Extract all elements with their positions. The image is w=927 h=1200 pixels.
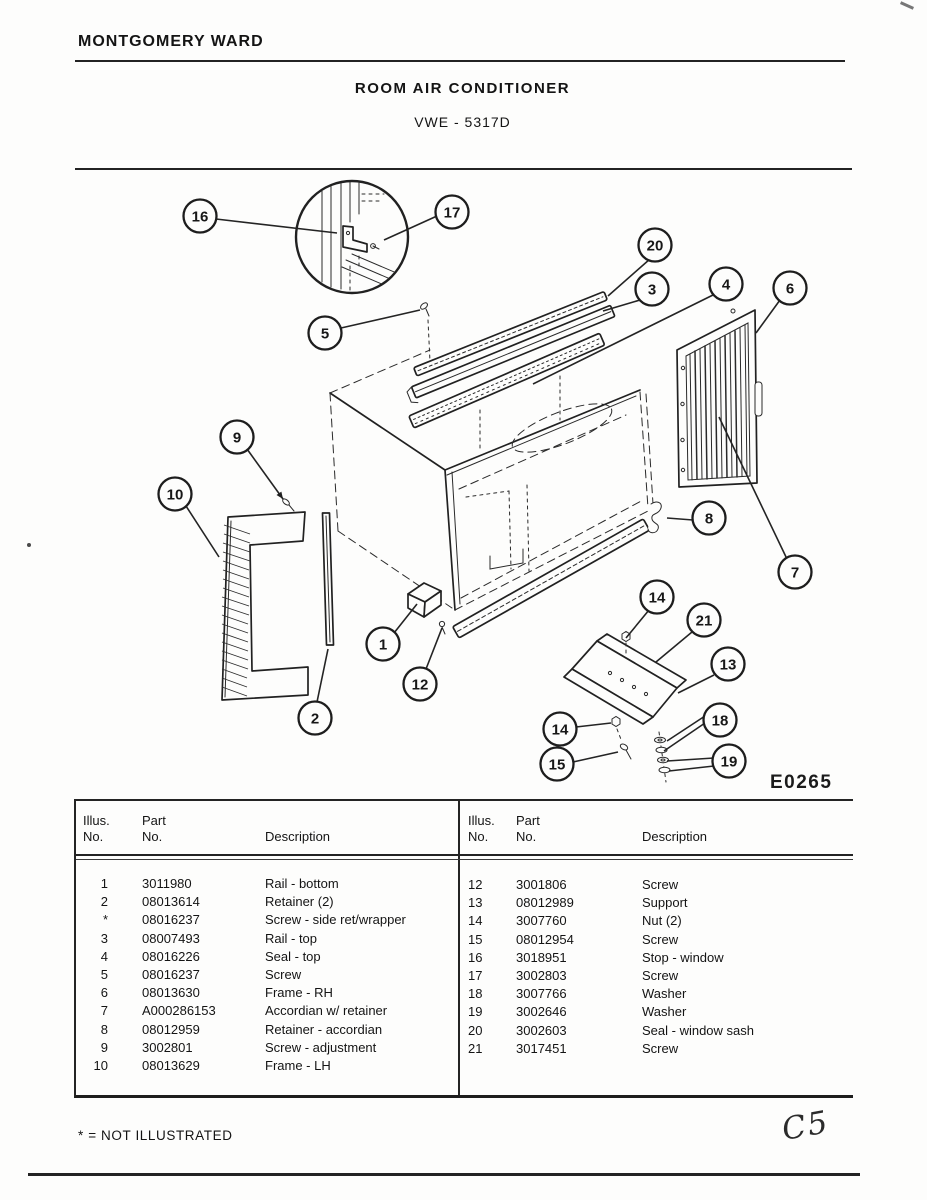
retainer-accordian-clip (648, 502, 661, 533)
callout-9 (221, 421, 254, 454)
cell-desc: Screw - adjustment (265, 1039, 377, 1055)
callout-2 (299, 702, 332, 735)
cell-part: 3017451 (516, 1040, 567, 1056)
table-row (76, 984, 456, 1002)
cell-desc: Accordian w/ retainer (265, 1003, 388, 1019)
frame-rh-accordion (677, 309, 762, 487)
cell-part: 3002646 (516, 1004, 567, 1020)
scan-artifact-corner (900, 1, 914, 9)
table-row (460, 967, 848, 985)
cell-illus: 7 (100, 1003, 108, 1019)
table-row (460, 931, 848, 949)
header-rule (75, 60, 845, 62)
svg-text:10: 10 (166, 486, 184, 504)
table-row (460, 1022, 848, 1040)
cell-desc: Seal - window sash (642, 1022, 754, 1038)
cell-illus: 17 (468, 968, 483, 984)
exploded-diagram (0, 170, 927, 798)
callout-17 (436, 196, 469, 229)
title-block (75, 80, 850, 130)
cell-desc: Frame - LH (265, 1058, 331, 1074)
front-channel (466, 485, 529, 571)
cell-desc: Seal - top (265, 948, 321, 964)
table-row (460, 876, 848, 894)
cell-desc: Screw - side ret/wrapper (265, 912, 406, 928)
cell-part: 08016237 (142, 912, 200, 928)
cell-illus: 13 (468, 895, 483, 911)
bottom-bracket (408, 583, 441, 617)
col-header-illus-right: Illus. No. (468, 813, 495, 844)
callout-6 (774, 272, 807, 305)
cell-desc: Rail - bottom (265, 876, 339, 891)
cell-part: 08012959 (142, 1021, 200, 1037)
rail-bottom (453, 519, 650, 638)
parts-table-section (74, 799, 853, 1098)
cell-illus: 2 (100, 894, 108, 910)
cell-illus: 12 (468, 877, 483, 892)
table-row (76, 1002, 456, 1020)
table-row (460, 894, 848, 912)
cell-part: 3002803 (516, 968, 567, 984)
cell-desc: Retainer - accordian (265, 1021, 383, 1037)
cell-desc: Screw (642, 968, 679, 984)
cell-illus: 5 (100, 967, 108, 983)
cell-desc: Nut (2) (642, 913, 682, 929)
cell-desc: Screw (642, 931, 679, 947)
retainer-strip (323, 513, 334, 645)
screw-adjustment (282, 498, 294, 511)
nut-14-bottom (612, 717, 620, 727)
cell-desc: Washer (642, 986, 687, 1002)
cell-illus: 8 (100, 1021, 108, 1037)
svg-text:14: 14 (648, 589, 666, 607)
svg-text:17: 17 (443, 204, 461, 222)
cell-part: 3007760 (516, 913, 567, 929)
header-separator (76, 854, 853, 856)
callout-15 (541, 748, 574, 781)
header-separator-thin (76, 859, 853, 860)
cell-illus: 3 (100, 930, 108, 946)
cell-part: 3011980 (142, 876, 192, 891)
scan-artifact-dot (27, 543, 31, 547)
cell-illus: 18 (468, 986, 483, 1002)
cell-desc: Screw (642, 877, 679, 892)
callout-14-left (544, 713, 577, 746)
callout-4 (710, 268, 743, 301)
cell-illus: 9 (100, 1039, 108, 1055)
parts-table-right (460, 876, 848, 1058)
svg-text:2: 2 (310, 710, 320, 728)
cell-desc: Rail - top (265, 930, 318, 946)
svg-text:15: 15 (548, 756, 566, 774)
cell-desc: Stop - window (642, 949, 724, 965)
cell-illus: 19 (468, 1004, 483, 1020)
cell-desc: Support (642, 895, 688, 911)
cell-part: 08012954 (516, 931, 574, 947)
cell-part: 08016237 (142, 967, 200, 983)
svg-text:21: 21 (695, 612, 713, 630)
table-row (460, 985, 848, 1003)
cell-desc: Screw (265, 967, 302, 983)
table-row (460, 1040, 848, 1058)
table-row (460, 949, 848, 967)
diagram-code: E0265 (770, 772, 833, 793)
callout-19 (713, 745, 746, 778)
cell-illus: 15 (468, 931, 483, 947)
cell-desc: Frame - RH (265, 985, 333, 1001)
frame-handle-tab (755, 382, 762, 416)
cell-illus: 16 (468, 949, 483, 965)
screw-15 (617, 729, 631, 759)
callout-10 (159, 478, 192, 511)
parts-table-left (76, 875, 456, 1075)
table-row (76, 893, 456, 911)
cell-part: 3001806 (516, 877, 567, 892)
cell-illus: 14 (468, 913, 483, 929)
col-header-desc-left: Description (265, 829, 331, 844)
screw-5 (419, 302, 430, 362)
cell-illus: 20 (468, 1022, 483, 1038)
page-bottom-rule (28, 1173, 860, 1176)
washer-stack (655, 732, 671, 782)
svg-text:16: 16 (191, 208, 209, 226)
cell-illus: 10 (93, 1058, 108, 1074)
cell-part: 08013630 (142, 985, 200, 1001)
cell-illus: 1 (100, 876, 108, 891)
discharge-opening (507, 394, 617, 462)
callout-20 (639, 229, 672, 262)
svg-text:9: 9 (232, 429, 242, 447)
cell-part: 08013614 (142, 894, 200, 910)
support-bracket (564, 634, 686, 724)
table-row (76, 1039, 456, 1057)
rail-top (406, 305, 617, 405)
svg-text:12: 12 (411, 676, 429, 694)
page-title: ROOM AIR CONDITIONER (354, 80, 571, 97)
table-row (460, 912, 848, 930)
callout-18 (704, 704, 737, 737)
brand-name: MONTGOMERY WARD (78, 33, 264, 50)
table-row (76, 948, 456, 966)
svg-text:1: 1 (378, 636, 388, 654)
cell-part: 3002801 (142, 1039, 193, 1055)
cell-part: 3002603 (516, 1022, 567, 1038)
cell-part: 08012989 (516, 895, 574, 911)
col-header-part-right: Part No. (516, 813, 540, 844)
svg-text:13: 13 (719, 656, 737, 674)
callout-1 (367, 628, 400, 661)
callout-8 (693, 502, 726, 535)
svg-text:18: 18 (711, 712, 729, 730)
svg-text:5: 5 (320, 325, 330, 343)
callout-21 (688, 604, 721, 637)
cell-desc: Washer (642, 1004, 687, 1020)
cell-part: 3007766 (516, 986, 567, 1002)
cell-illus: 21 (468, 1040, 483, 1056)
callout-16 (184, 200, 217, 233)
callout-7 (779, 556, 812, 589)
handwritten-mark: C5 (779, 1104, 833, 1148)
col-header-part-left: Part No. (142, 813, 166, 844)
cell-part: 08007493 (142, 930, 200, 946)
col-header-desc-right: Description (642, 829, 708, 844)
table-row (76, 966, 456, 984)
seal-window-sash-rail (414, 292, 608, 376)
cell-part: 3018951 (516, 949, 567, 965)
callout-14-top (641, 581, 674, 614)
callout-3 (636, 273, 669, 306)
cell-part: A000286153 (142, 1003, 216, 1019)
svg-text:6: 6 (785, 280, 795, 298)
svg-text:4: 4 (721, 276, 731, 294)
cell-desc: Retainer (2) (265, 894, 334, 910)
cell-part: 08016226 (142, 948, 200, 964)
cell-illus: 4 (100, 948, 108, 964)
callout-13 (712, 648, 745, 681)
cell-illus: 6 (100, 985, 108, 1001)
svg-text:7: 7 (790, 564, 800, 582)
model-number: VWE - 5317D (414, 114, 511, 130)
svg-text:14: 14 (551, 721, 569, 739)
svg-text:20: 20 (646, 237, 664, 255)
frame-lh (222, 512, 308, 700)
svg-text:19: 19 (720, 753, 738, 771)
col-header-illus-left: Illus. No. (83, 813, 110, 844)
table-row (76, 911, 456, 929)
svg-text:8: 8 (704, 510, 714, 528)
callout-5 (309, 317, 342, 350)
table-row (76, 1057, 456, 1075)
cell-desc: Screw (642, 1040, 679, 1056)
table-row (76, 1021, 456, 1039)
cell-illus: * (102, 912, 108, 928)
svg-text:3: 3 (647, 281, 657, 299)
table-row (460, 1003, 848, 1021)
callout-12 (404, 668, 437, 701)
table-row (76, 875, 456, 893)
cell-part: 08013629 (142, 1058, 200, 1074)
not-illustrated-footnote: * = NOT ILLUSTRATED (78, 1128, 233, 1143)
table-row (76, 930, 456, 948)
